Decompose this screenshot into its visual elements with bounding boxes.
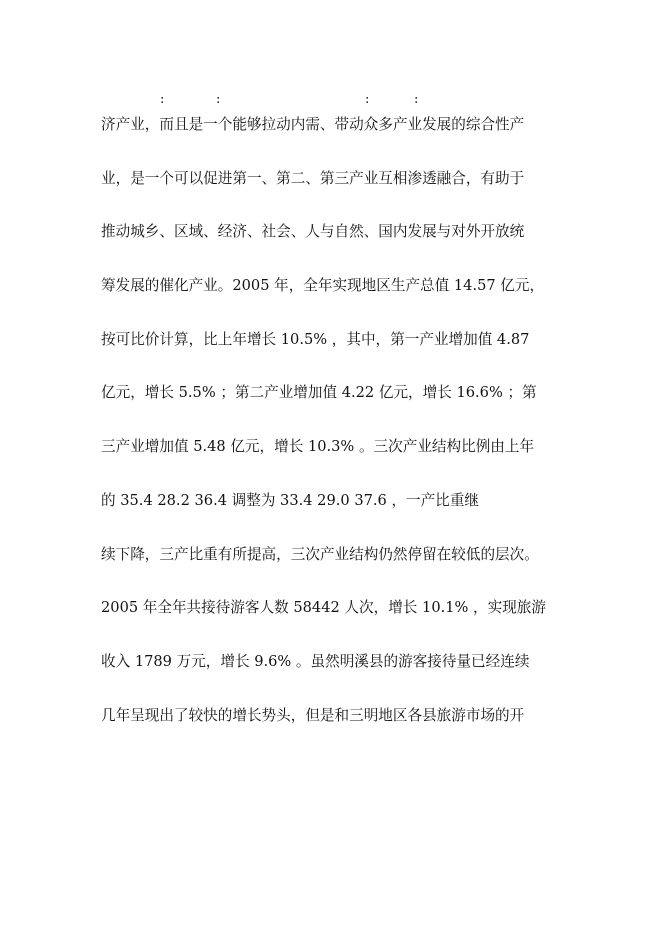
header-mark: : [216,92,221,107]
text-line: 三产业增加值 5.48 亿元，增长 10.3% 。三次产业结构比例由上年 [101,438,535,456]
header-marks [160,92,460,108]
text-line: 济产业，而且是一个能够拉动内需、带动众多产业发展的综合性产 [101,116,525,133]
text-line: 按可比价计算，比上年增长 10.5% ，其中，第一产业增加值 4.87 [101,330,530,348]
text-line: 推动城乡、区域、经济、社会、人与自然、国内发展与对外开放统 [101,223,525,241]
text-line: 几年呈现出了较快的增长势头，但是和三明地区各县旅游市场的开 [101,706,525,724]
text-line: 的 35.4 28.2 36.4 调整为 33.4 29.0 37.6 ，一产比重继 [101,491,480,509]
header-mark: : [414,92,419,107]
text-line: 续下降，三产比重有所提高，三次产业结构仍然停留在较低的层次。 [101,545,539,563]
text-line: 亿元，增长 5.5% ；第二产业增加值 4.22 亿元，增长 16.6% ；第 [101,384,537,402]
text-line: 业，是一个可以促进第一、第二、第三产业互相渗透融合，有助于 [101,169,525,187]
text-line: 收入 1789 万元，增长 9.6% 。虽然明溪县的游客接待量已经连续 [101,652,530,670]
text-line: 2005 年全年共接待游客人数 58442 人次，增长 10.1% ，实现旅游 [101,599,546,617]
header-mark: : [365,92,370,107]
header-mark: : [160,92,165,107]
text-line: 筹发展的催化产业。2005 年，全年实现地区生产总值 14.57 亿元， [101,277,545,295]
body-text [101,112,571,756]
